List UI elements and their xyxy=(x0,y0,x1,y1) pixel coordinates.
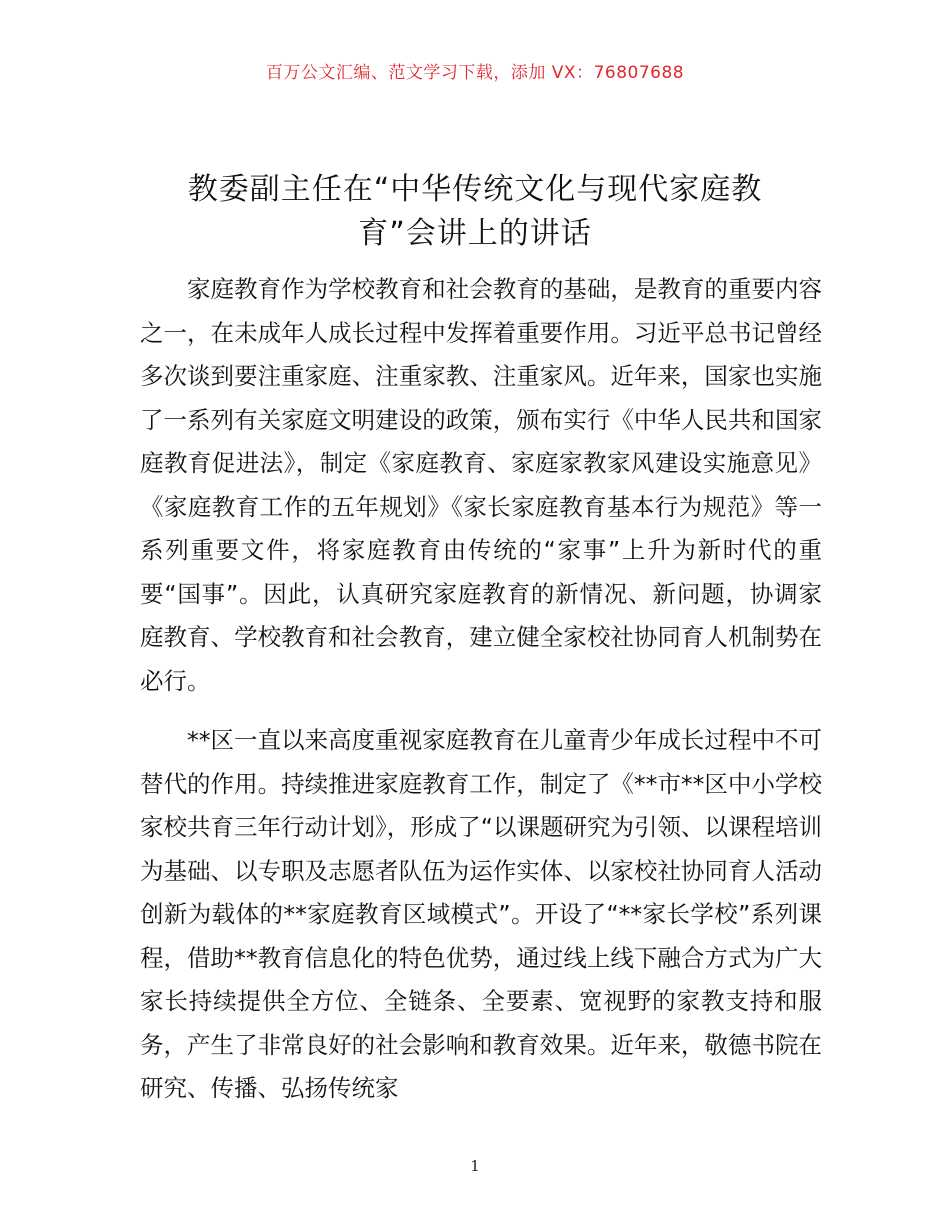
document-title-line-2: 育”会讲上的讲话 xyxy=(358,216,592,251)
document-title xyxy=(140,168,810,256)
document-body xyxy=(140,268,822,1111)
paragraph-2: **区一直以来高度重视家庭教育在儿童青少年成长过程中不可替代的作用。持续推进家庭教育工作，制定了《**市**区中小学校家校共育三年行动计划》，形成了“以课题研究为引领、以课程培训为基础、以专职及志愿者队伍为运作实体、以家校社协同育人活动创新为载体的**家庭教育区域模式”。开设了“**家长学校”系列课程，借助**教育信息化的特色优势，通过线上线下融合方式为广大家长持续提供全方位、全链条、全要素、宽视野的家教支持和服务，产生了非常良好的社会影响和教育效果。近年来，敬德书院在研究、传播、弘扬传统家 xyxy=(140,726,822,1102)
paragraph-1: 家庭教育作为学校教育和社会教育的基础，是教育的重要内容之一，在未成年人成长过程中发挥着重要作用。习近平总书记曾经多次谈到要注重家庭、注重家教、注重家风。近年来，国家也实施了一系列有关家庭文明建设的政策，颁布实行《中华人民共和国家庭教育促进法》，制定《家庭教育、家庭家教家风建设实施意见》《家庭教育工作的五年规划》《家长家庭教育基本行为规范》等一系列重要文件，将家庭教育由传统的“家事”上升为新时代的重要“国事”。因此，认真研究家庭教育的新情况、新问题，协调家庭教育、学校教育和社会教育，建立健全家校社协同育人机制势在必行。 xyxy=(140,275,822,695)
document-title-line-1: 教委副主任在“中华传统文化与现代家庭教 xyxy=(187,172,763,207)
header-banner: 百万公文汇编、范文学习下载，添加 VX：76807688 xyxy=(265,63,685,83)
page-number: 1 xyxy=(470,1157,480,1175)
